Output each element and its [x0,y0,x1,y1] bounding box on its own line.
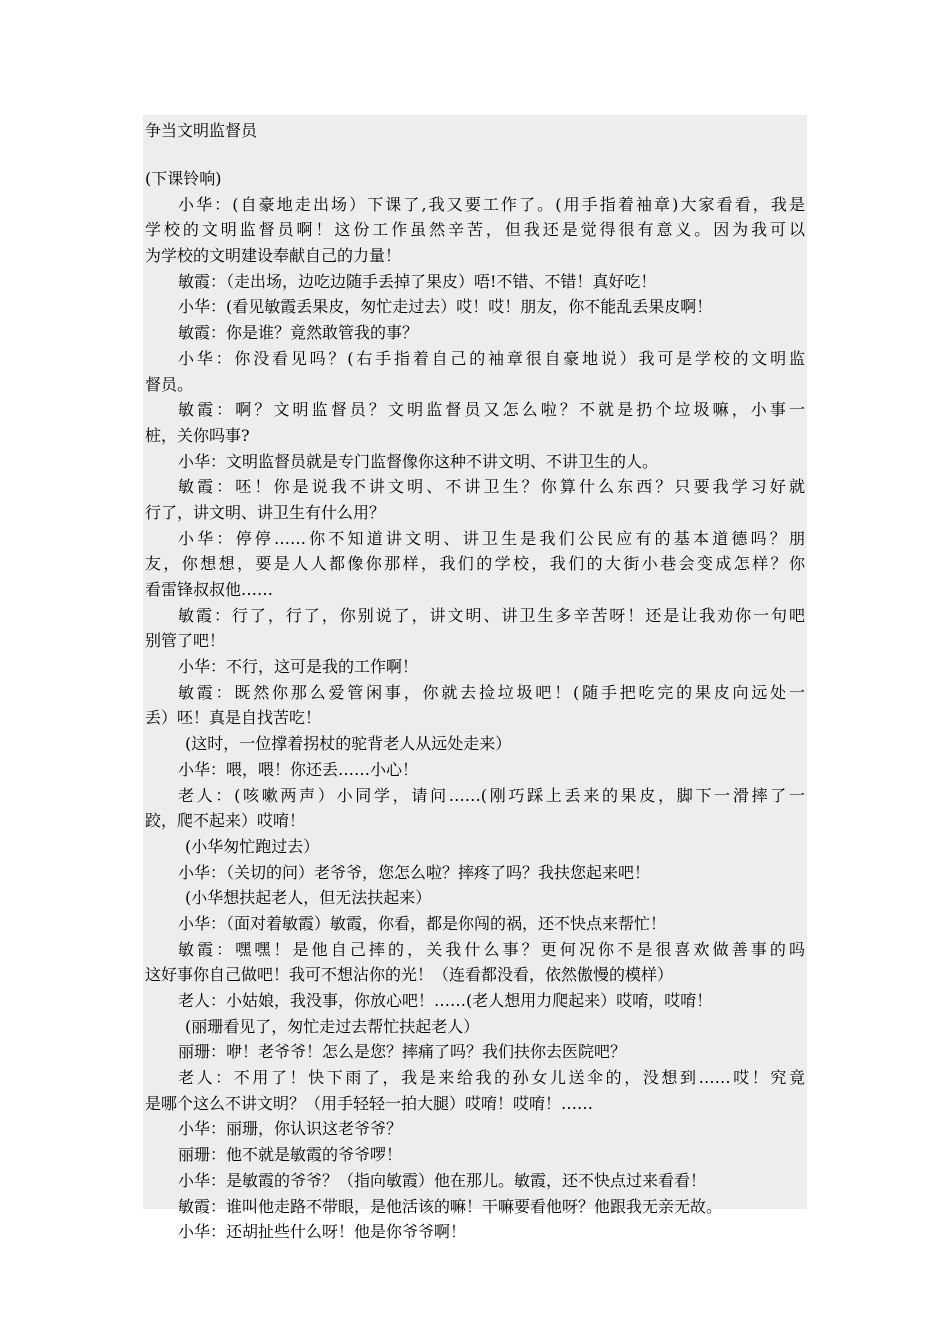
dialogue-line: 敏霞：（走出场，边吃边随手丢掉了果皮）唔!不错、不错！真好吃！ [178,271,657,291]
dialogue-line: 小华：(自豪地走出场）下课了,我又要工作了。(用手指着袖章)大家看看，我是 [178,194,805,214]
dialogue-line: 小华：你没看见吗？(右手指着自己的袖章很自豪地说）我可是学校的文明监 [178,348,805,368]
dialogue-line: 小华：（关切的问）老爷爷，您怎么啦？摔疼了吗？我扶您起来吧！ [178,862,651,882]
dialogue-line: 小华：停停……你不知道讲文明、讲卫生是我们公民应有的基本道德吗？朋 [178,528,805,548]
dialogue-line: 小华：文明监督员就是专门监督像你这种不讲文明、不讲卫生的人。 [178,451,659,471]
dialogue-line: 小华：丽珊，你认识这老爷爷？ [178,1119,403,1139]
dialogue-line: 丢）呸！真是自找苦吃！ [145,708,322,728]
document-page [143,115,807,1242]
dialogue-line: 丽珊：咿！老爷爷！怎么是您？摔痛了吗？我们扶你去医院吧？ [178,1042,627,1062]
dialogue-line: 敏霞：啊？文明监督员？文明监督员又怎么啦？不就是扔个垃圾嘛，小事一 [178,400,805,420]
dialogue-line: 友，你想想，要是人人都像你那样，我们的学校，我们的大街小巷会变成怎样？你 [145,554,805,574]
dialogue-line: 敏霞：嘿嘿！是他自己摔的，关我什么事？更何况你不是很喜欢做善事的吗 [178,939,805,959]
dialogue-line: 老人：不用了！快下雨了，我是来给我的孙女儿送伞的，没想到……哎！究竟 [178,1068,805,1088]
dialogue-line: 小华：不行，这可是我的工作啊！ [178,657,419,677]
dialogue-line: (下课铃响) [145,169,222,188]
dialogue-line: 小华：(看见敏霞丢果皮，匆忙走过去）哎！哎！朋友，你不能乱丢果皮啊！ [178,297,713,317]
dialogue-line: 跤，爬不起来）哎唷！ [145,811,306,831]
stage-direction-line: (小华匆忙跑过去） [185,836,320,856]
stage-direction-line: (这时，一位撑着拐杖的驼背老人从远处走来） [185,734,512,754]
dialogue-line: 小华：是敏霞的爷爷？（指向敏霞）他在那儿。敏霞，还不快点过来看看！ [178,1170,707,1190]
dialogue-line: 督员。 [145,374,194,394]
dialogue-line: 老人：小姑娘，我没事，你放心吧！……(老人想用力爬起来）哎唷，哎唷！ [178,991,713,1010]
dialogue-line: 桩，关你吗事? [145,425,250,445]
dialogue-line: 敏霞：谁叫他走路不带眼，是他活该的嘛！干嘛要看他呀？他跟我无亲无故。 [178,1196,723,1216]
dialogue-line: 这好事你自己做吧！我可不想沾你的光！（连看都没看，依然傲慢的模样） [145,965,674,985]
stage-direction-line: (小华想扶起老人，但无法扶起来） [185,888,432,908]
dialogue-line: 小华：（面对着敏霞）敏霞，你看，都是你闯的祸，还不快点来帮忙！ [178,913,667,933]
dialogue-line: 敏霞：既然你那么爱管闲事，你就去捡垃圾吧！(随手把吃完的果皮向远处一 [178,682,805,702]
dialogue-line: 看雷锋叔叔他…… [145,580,274,599]
dialogue-line: 行了，讲文明、讲卫生有什么用？ [145,502,386,522]
script-body [145,166,805,1245]
dialogue-line: 老人：(咳嗽两声）小同学，请问……(刚巧踩上丢来的果皮，脚下一滑摔了一 [178,785,805,805]
dialogue-line: 是哪个这么不讲文明？（用手轻轻一拍大腿）哎唷！哎唷！…… [145,1093,594,1113]
document-title: 争当文明监督员 [145,121,258,140]
dialogue-line: 敏霞：呸！你是说我不讲文明、不讲卫生？你算什么东西？只要我学习好就 [178,477,805,497]
dialogue-line: 别管了吧！ [145,631,226,651]
dialogue-line: 丽珊：他不就是敏霞的爷爷啰！ [178,1145,403,1165]
stage-direction-line: (丽珊看见了，匆忙走过去帮忙扶起老人） [185,1016,480,1036]
dialogue-line: 小华：还胡扯些什么呀！他是你爷爷啊！ [178,1222,467,1242]
dialogue-line: 学校的文明监督员啊！这份工作虽然辛苦，但我还是觉得很有意义。因为我可以 [145,220,805,240]
dialogue-line: 敏霞：行了，行了，你别说了，讲文明、讲卫生多辛苦呀！还是让我劝你一句吧 [178,605,805,625]
dialogue-line: 敏霞：你是谁？竟然敢管我的事？ [178,323,419,343]
dialogue-line: 为学校的文明建设奉献自己的力量！ [145,246,402,266]
dialogue-line: 小华：喂，喂！你还丢……小心！ [178,759,419,779]
